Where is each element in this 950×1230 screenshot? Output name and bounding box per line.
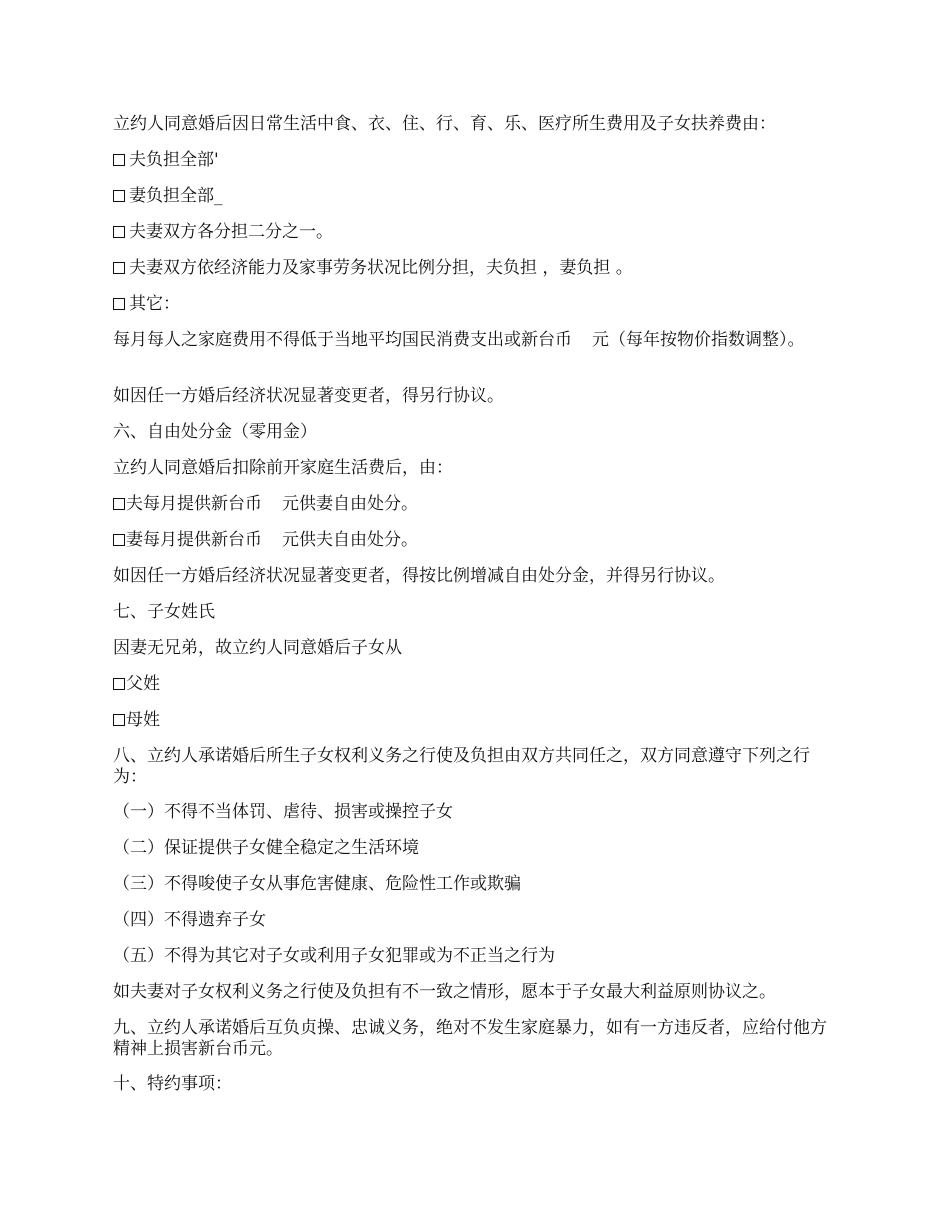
option-husband-allowance: 夫每月提供新台币 元供妻自由处分。	[113, 494, 838, 515]
heading-section-8: 八、立约人承诺婚后所生子女权利义务之行使及负担由双方共同任之，双方同意遵守下列之行为：	[113, 746, 810, 787]
heading-section-9: 九、立约人承诺婚后互负贞操、忠诚义务，绝对不发生家庭暴力，如有一方违反者，应给付他方精神上损害新台币元。	[113, 1018, 827, 1059]
list-item-1: （一）不得不当体罚、虐待、损害或操控子女	[113, 802, 453, 822]
option-proportional: 夫妻双方依经济能力及家事劳务状况比例分担，夫负担 ，妻负担 。	[113, 258, 838, 279]
paragraph-allowance-intro: 立约人同意婚后扣除前开家庭生活费后，由：	[113, 458, 453, 478]
paragraph-renegotiate: 如因任一方婚后经济状况显著变更者，得另行协议。	[113, 386, 504, 406]
checkbox[interactable]	[113, 298, 125, 310]
paragraph-child-interest: 如夫妻对子女权利义务之行使及负担有不一致之情形，愿本于子女最大利益原则协议之。	[113, 982, 776, 1002]
checkbox[interactable]	[113, 154, 125, 166]
heading-section-10: 十、特约事项：	[113, 1074, 232, 1094]
list-item-2: （二）保证提供子女健全稳定之生活环境	[113, 838, 419, 858]
checkbox[interactable]	[113, 262, 125, 274]
checkbox[interactable]	[113, 498, 125, 510]
option-split-half: 夫妻双方各分担二分之一。	[113, 222, 838, 243]
option-wife-all: 妻负担全部_	[113, 186, 838, 207]
checkbox[interactable]	[113, 714, 125, 726]
option-father-surname: 父姓	[113, 674, 838, 695]
list-item-3: （三）不得唆使子女从事危害健康、危险性工作或欺骗	[113, 874, 521, 894]
option-other: 其它：	[113, 294, 838, 315]
paragraph-minimum-expense: 每月每人之家庭费用不得低于当地平均国民消费支出或新台币 元（每年按物价指数调整）。	[113, 330, 805, 350]
option-husband-all: 夫负担全部'	[113, 150, 838, 171]
paragraph-surname: 因妻无兄弟，故立约人同意婚后子女从	[113, 638, 402, 658]
heading-section-7: 七、子女姓氏	[113, 602, 215, 622]
checkbox[interactable]	[113, 226, 125, 238]
option-mother-surname: 母姓	[113, 710, 838, 731]
list-item-4: （四）不得遗弃子女	[113, 910, 266, 930]
paragraph-allowance-adjust: 如因任一方婚后经济状况显著变更者，得按比例增减自由处分金，并得另行协议。	[113, 566, 725, 586]
heading-section-6: 六、自由处分金（零用金）	[113, 422, 317, 442]
list-item-5: （五）不得为其它对子女或利用子女犯罪或为不正当之行为	[113, 946, 555, 966]
checkbox[interactable]	[113, 678, 125, 690]
checkbox[interactable]	[113, 190, 125, 202]
checkbox[interactable]	[113, 534, 125, 546]
paragraph-expense-intro: 立约人同意婚后因日常生活中食、衣、住、行、育、乐、医疗所生费用及子女扶养费由：	[113, 114, 776, 134]
option-wife-allowance: 妻每月提供新台币 元供夫自由处分。	[113, 530, 838, 551]
